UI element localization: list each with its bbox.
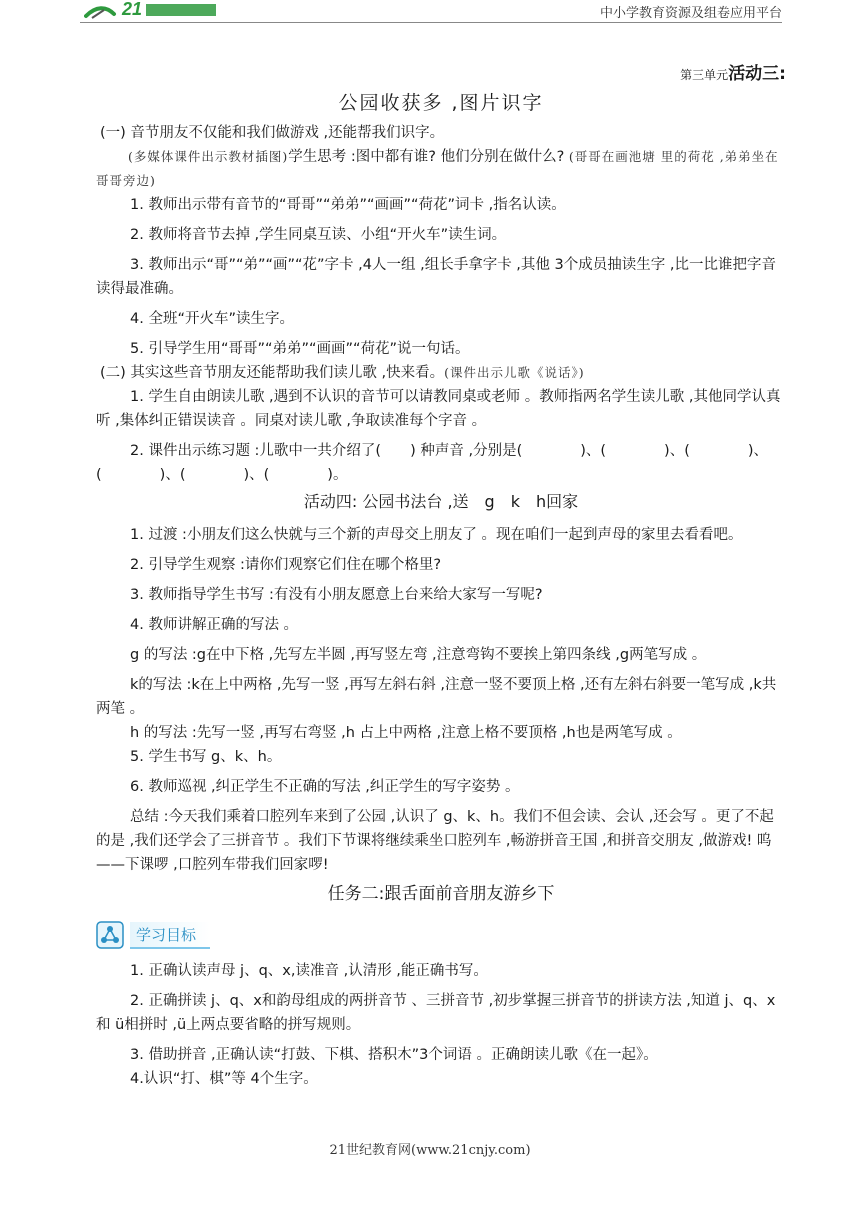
header-platform-text: 中小学教育资源及组卷应用平台	[599, 6, 782, 21]
goal-item: 3. 借助拼音 ,正确认读“打鼓、下棋、搭积木”3个词语 。正确朗读儿歌《在一起》。	[130, 1047, 658, 1063]
section2-heading-note: (课件出示儿歌《说话》)	[444, 365, 585, 380]
intro-note1: (多媒体课件出示教材插图)	[128, 149, 289, 164]
writing-rule-k: k的写法 :k在上中两格 ,先写一竖 ,再写左斜右斜 ,注意一竖不要顶上格 ,还有左斜右斜要一笔写成 ,k共两笔 。	[96, 677, 777, 717]
writing-rule-g: g 的写法 :g在中下格 ,先写左半圆 ,再写竖左弯 ,注意弯钩不要挨上第四条线 ,g两笔写成 。	[130, 647, 707, 663]
goal-item: 2. 正确拼读 j、q、x和韵母组成的两拼音节 、三拼音节 ,初步掌握三拼音节的拼读方法 ,知道 j、q、x和 ü相拼时 ,ü上两点要省略的拼写规则。	[96, 993, 776, 1033]
section2-item: 2. 课件出示练习题 :儿歌中一共介绍了( ) 种声音 ,分别是( )、( )、( )、( )、( )、( )。	[96, 443, 769, 483]
header-divider	[80, 22, 782, 23]
section1-item: 4. 全班“开火车”读生字。	[130, 311, 294, 327]
section1-item: 5. 引导学生用“哥哥”“弟弟”“画画”“荷花”说一句话。	[130, 341, 470, 357]
page-footer: 21世纪教育网(www.21cnjy.com)	[329, 1143, 531, 1158]
section1-item: 1. 教师出示带有音节的“哥哥”“弟弟”“画画”“荷花”词卡 ,指名认读。	[130, 197, 566, 213]
unit-activity: 活动三:	[728, 64, 786, 84]
document-body	[96, 62, 786, 1091]
section2-heading-text: (二) 其实这些音节朋友还能帮助我们读儿歌 ,快来看。	[100, 365, 445, 381]
section1-item: 2. 教师将音节去掉 ,学生同桌互读、小组“开火车”读生词。	[130, 227, 507, 243]
intro-main: 学生思考 :图中都有谁? 他们分别在做什么?	[288, 149, 569, 165]
section1-heading: (一) 音节朋友不仅能和我们做游戏 ,还能帮我们识字。	[100, 125, 445, 141]
section3-item: 2. 引导学生观察 :请你们观察它们住在哪个格里?	[130, 557, 442, 573]
section3-item: 6. 教师巡视 ,纠正学生不正确的写法 ,纠正学生的写字姿势 。	[130, 779, 520, 795]
section2-item: 1. 学生自由朗读儿歌 ,遇到不认识的音节可以请教同桌或老师 。教师指两名学生读儿歌 ,其他同学认真听 ,集体纠正错误读音 。同桌对读儿歌 ,争取读准每个字音 。	[96, 389, 781, 429]
lesson-summary: 总结 :今天我们乘着口腔列车来到了公园 ,认识了 g、k、h。我们不但会读、会认 ,还会写 。更了不起的是 ,我们还学会了三拼音节 。我们下节课将继续乘坐口腔列车 ,畅游拼音王国 ,和拼音交朋友 ,做游戏! 呜——下课啰 ,口腔列车带我们回家啰!	[96, 809, 774, 873]
learning-goals-badge	[96, 919, 786, 951]
goals-icon	[96, 921, 124, 949]
section1-item: 3. 教师出示“哥”“弟”“画”“花”字卡 ,4人一组 ,组长手拿字卡 ,其他 3个成员抽读生字 ,比一比谁把字音读得最准确。	[96, 257, 776, 297]
section2-heading	[96, 361, 786, 385]
learning-goals-label: 学习目标	[130, 922, 210, 949]
section3-item: 1. 过渡 :小朋友们这么快就与三个新的声母交上朋友了 。现在咱们一起到声母的家里去看看吧。	[130, 527, 743, 543]
section3-item: 3. 教师指导学生书写 :有没有小朋友愿意上台来给大家写一写呢?	[130, 587, 543, 603]
section1-intro	[96, 145, 786, 193]
intro-note2: (哥哥在画池塘 里的荷花 ,弟弟坐在哥哥旁边)	[96, 149, 779, 188]
goal-item: 4.认识“打、棋”等 4个生字。	[130, 1071, 318, 1087]
section3-item: 4. 教师讲解正确的写法 。	[130, 617, 299, 633]
task2-title: 任务二:跟舌面前音朋友游乡下	[327, 884, 555, 904]
activity4-title: 活动四: 公园书法台 ,送 g k h回家	[303, 492, 579, 511]
svg-text:21: 21	[122, 0, 143, 19]
unit-small: 第三单元	[680, 68, 729, 82]
goal-item: 1. 正确认读声母 j、q、x,读准音 ,认清形 ,能正确书写。	[130, 963, 488, 979]
section3-item: 5. 学生书写 g、k、h。	[130, 749, 282, 765]
writing-rule-h: h 的写法 :先写一竖 ,再写右弯竖 ,h 占上中两格 ,注意上格不要顶格 ,h也是两笔写成 。	[130, 725, 682, 741]
activity3-title: 公园收获多 ,图片识字	[338, 92, 544, 114]
unit-label	[96, 62, 786, 87]
site-logo	[84, 0, 244, 20]
